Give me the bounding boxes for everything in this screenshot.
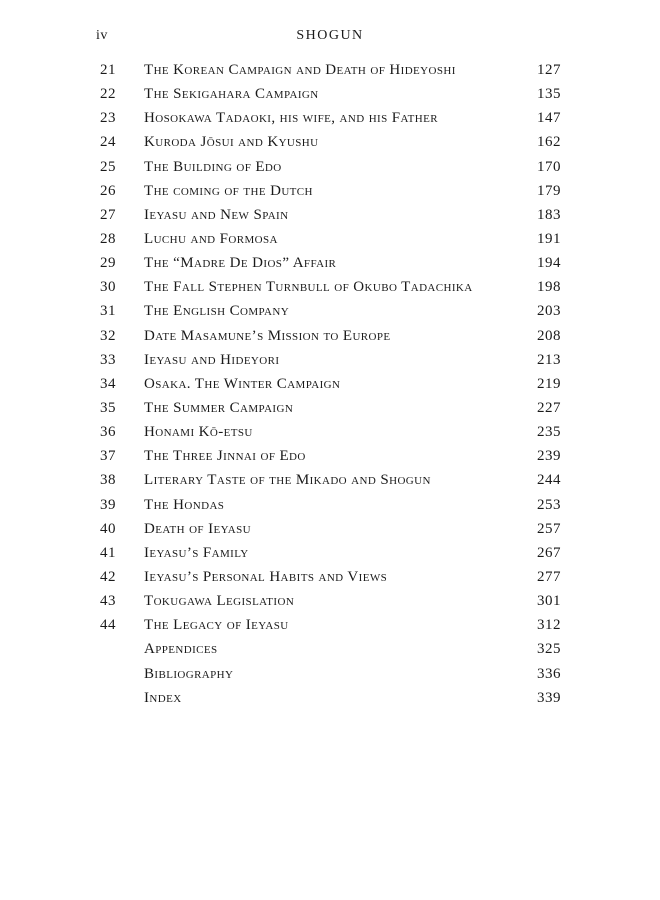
toc-entry bbox=[0, 299, 660, 323]
chapter-number: 41 bbox=[100, 544, 116, 561]
toc-entry bbox=[0, 468, 660, 492]
toc-entry bbox=[0, 348, 660, 372]
page-number: 235 bbox=[537, 424, 561, 441]
chapter-title: Kuroda Jōsui and Kyushu bbox=[144, 134, 319, 151]
toc-entry bbox=[0, 444, 660, 468]
toc-entry bbox=[0, 82, 660, 106]
chapter-title: Date Masamune’s Mission to Europe bbox=[144, 327, 391, 344]
toc-entry bbox=[0, 372, 660, 396]
chapter-number: 35 bbox=[100, 399, 116, 416]
chapter-title: The Legacy of Ieyasu bbox=[144, 617, 289, 634]
toc-entry bbox=[0, 420, 660, 444]
chapter-number: 25 bbox=[100, 158, 116, 175]
page-number: 244 bbox=[537, 472, 561, 489]
page-number: 257 bbox=[537, 520, 561, 537]
toc-entry bbox=[0, 517, 660, 541]
toc-entry bbox=[0, 251, 660, 275]
chapter-number: 33 bbox=[100, 351, 116, 368]
page-number: 253 bbox=[537, 496, 561, 513]
chapter-number: 23 bbox=[100, 110, 116, 127]
chapter-number: 44 bbox=[100, 617, 116, 634]
chapter-number: 29 bbox=[100, 255, 116, 272]
page-number: 170 bbox=[537, 158, 561, 175]
page-number: 213 bbox=[537, 351, 561, 368]
toc-entry bbox=[0, 637, 660, 661]
page-number: 219 bbox=[537, 375, 561, 392]
chapter-number: 22 bbox=[100, 86, 116, 103]
toc-entry bbox=[0, 613, 660, 637]
toc-entry bbox=[0, 155, 660, 179]
toc-entry bbox=[0, 179, 660, 203]
toc-entry bbox=[0, 589, 660, 613]
page-number: 301 bbox=[537, 593, 561, 610]
chapter-title: Hosokawa Tadaoki, his wife, and his Father bbox=[144, 110, 438, 127]
chapter-number: 34 bbox=[100, 375, 116, 392]
page-number: 239 bbox=[537, 448, 561, 465]
table-of-contents bbox=[0, 58, 660, 710]
chapter-number: 24 bbox=[100, 134, 116, 151]
page-number: 127 bbox=[537, 62, 561, 78]
chapter-title: Ieyasu’s Family bbox=[144, 544, 249, 561]
chapter-number: 26 bbox=[100, 182, 116, 199]
toc-entry bbox=[0, 106, 660, 130]
page-number: 147 bbox=[537, 110, 561, 127]
chapter-title: The Summer Campaign bbox=[144, 399, 294, 416]
chapter-title: Death of Ieyasu bbox=[144, 520, 251, 537]
chapter-title: Tokugawa Legislation bbox=[144, 593, 295, 610]
toc-entry bbox=[0, 493, 660, 517]
chapter-number: 36 bbox=[100, 424, 116, 441]
chapter-number: 32 bbox=[100, 327, 116, 344]
page-header bbox=[0, 28, 660, 48]
chapter-number: 27 bbox=[100, 206, 116, 223]
chapter-number: 38 bbox=[100, 472, 116, 489]
chapter-number: 31 bbox=[100, 303, 116, 320]
chapter-title: Osaka. The Winter Campaign bbox=[144, 375, 341, 392]
chapter-number: 43 bbox=[100, 593, 116, 610]
page-number: 135 bbox=[537, 86, 561, 103]
toc-entry bbox=[0, 396, 660, 420]
page-number: 162 bbox=[537, 134, 561, 151]
page-number: 339 bbox=[537, 689, 561, 706]
chapter-title: The coming of the Dutch bbox=[144, 182, 313, 199]
chapter-title: Literary Taste of the Mikado and Shogun bbox=[144, 472, 431, 489]
chapter-title: Bibliography bbox=[144, 665, 234, 682]
chapter-number: 39 bbox=[100, 496, 116, 513]
toc-entry bbox=[0, 275, 660, 299]
chapter-title: The Building of Edo bbox=[144, 158, 282, 175]
page-number: 312 bbox=[537, 617, 561, 634]
chapter-title: The “Madre De Dios” Affair bbox=[144, 255, 337, 272]
chapter-title: Appendices bbox=[144, 641, 218, 658]
chapter-number: 30 bbox=[100, 279, 116, 296]
page-number: 179 bbox=[537, 182, 561, 199]
chapter-title: The Korean Campaign and Death of Hideyoshi bbox=[144, 62, 456, 78]
toc-entry bbox=[0, 58, 660, 82]
chapter-title: The Fall Stephen Turnbull of Okubo Tadachika bbox=[144, 279, 473, 296]
chapter-number: 28 bbox=[100, 230, 116, 247]
chapter-title: Ieyasu and Hideyori bbox=[144, 351, 280, 368]
toc-entry bbox=[0, 203, 660, 227]
toc-entry bbox=[0, 662, 660, 686]
page-number: 194 bbox=[537, 255, 561, 272]
chapter-title: The Three Jinnai of Edo bbox=[144, 448, 306, 465]
chapter-title: Luchu and Formosa bbox=[144, 230, 278, 247]
page-number: 277 bbox=[537, 568, 561, 585]
page-number: 198 bbox=[537, 279, 561, 296]
chapter-title: The Hondas bbox=[144, 496, 225, 513]
page-number: 208 bbox=[537, 327, 561, 344]
chapter-title: Ieyasu’s Personal Habits and Views bbox=[144, 568, 388, 585]
page-folio: iv bbox=[96, 28, 108, 43]
toc-entry bbox=[0, 541, 660, 565]
page-number: 267 bbox=[537, 544, 561, 561]
chapter-number: 42 bbox=[100, 568, 116, 585]
chapter-title: Index bbox=[144, 689, 182, 706]
page-number: 183 bbox=[537, 206, 561, 223]
running-head: SHOGUN bbox=[296, 28, 364, 43]
chapter-title: Honami Kō-etsu bbox=[144, 424, 253, 441]
chapter-title: Ieyasu and New Spain bbox=[144, 206, 289, 223]
page-number: 191 bbox=[537, 230, 561, 247]
toc-entry bbox=[0, 130, 660, 154]
page-number: 325 bbox=[537, 641, 561, 658]
page-number: 203 bbox=[537, 303, 561, 320]
chapter-number: 40 bbox=[100, 520, 116, 537]
page-number: 227 bbox=[537, 399, 561, 416]
toc-entry bbox=[0, 324, 660, 348]
toc-entry bbox=[0, 565, 660, 589]
chapter-number: 37 bbox=[100, 448, 116, 465]
toc-entry bbox=[0, 227, 660, 251]
chapter-number: 21 bbox=[100, 62, 116, 78]
chapter-title: The English Company bbox=[144, 303, 290, 320]
toc-entry bbox=[0, 686, 660, 710]
chapter-title: The Sekigahara Campaign bbox=[144, 86, 319, 103]
page-number: 336 bbox=[537, 665, 561, 682]
